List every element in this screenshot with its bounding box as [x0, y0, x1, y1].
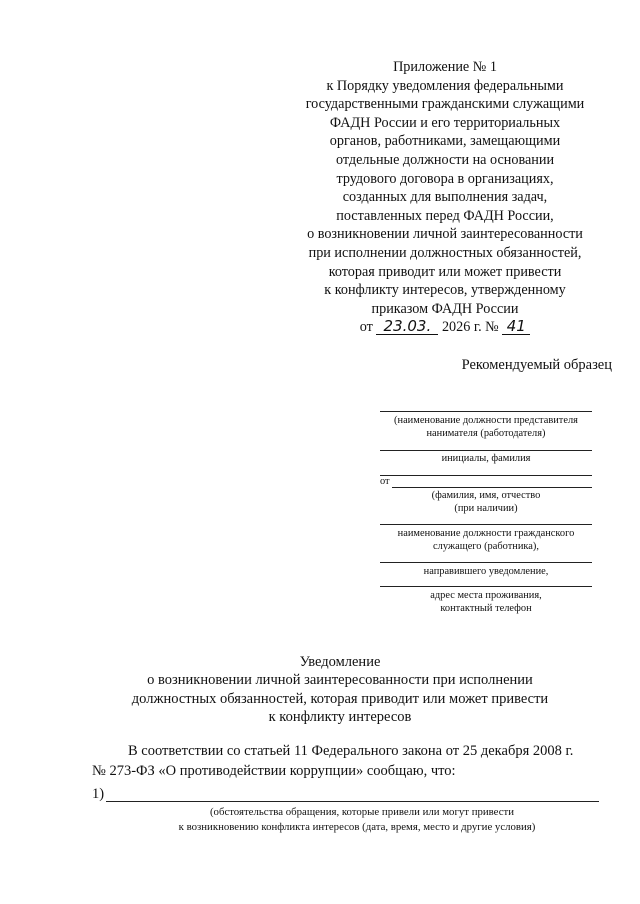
caption-employee-position: наименование должности гражданского служащего (работника),: [397, 528, 575, 552]
appendix-line: ФАДН России и его территориальных: [329, 114, 561, 131]
from-label: от: [380, 476, 390, 487]
caption-address: адрес места проживания, контактный телефон: [430, 590, 542, 614]
caption-employer-position: (наименование должности представителя нанимателя (работодателя): [394, 415, 578, 439]
caption-initials: инициалы, фамилия: [441, 453, 531, 464]
appendix-line: трудового договора в организациях,: [336, 170, 554, 187]
blank-line-address: [380, 586, 592, 587]
appendix-line: приказом ФАДН России: [371, 300, 519, 317]
blank-line-sender: [380, 562, 592, 563]
year-number-text: 2026 г. №: [441, 319, 499, 336]
notice-title: Уведомление: [299, 654, 381, 670]
recommended-sample-label: Рекомендуемый образец: [461, 357, 612, 373]
notice-subtitle-line: к конфликту интересов: [268, 709, 412, 726]
handwritten-date: 23.03.: [376, 319, 438, 335]
caption-full-name: (фамилия, имя, отчество (при наличии): [431, 490, 541, 514]
date-prefix: от: [359, 319, 373, 336]
appendix-line: Приложение № 1: [393, 59, 497, 75]
appendix-line: поставленных перед ФАДН России,: [336, 207, 554, 224]
blank-line-from-1: [380, 475, 592, 476]
caption-sender: направившего уведомление,: [423, 566, 549, 577]
appendix-line: органов, работниками, замещающими: [329, 133, 561, 150]
body-paragraph-line: В соответствии со статьей 11 Федерального закона от 25 декабря 2008 г.: [128, 743, 574, 759]
appendix-line: государственными гражданскими служащими: [305, 96, 585, 113]
blank-line-employee-position: [380, 524, 592, 525]
notice-title-block: [40, 653, 640, 727]
item-1-blank-line: [106, 801, 599, 802]
item-1-label: 1): [92, 786, 105, 802]
item-1-caption: (обстоятельства обращения, которые привели или могут привести к возникновению конфликта интересов (дата, время, место и другие условия): [178, 806, 536, 833]
blank-line-employer-position: [380, 411, 592, 412]
notice-subtitle-line: должностных обязанностей, которая приводит или может привести: [131, 690, 549, 707]
appendix-line: при исполнении должностных обязанностей,: [308, 244, 582, 261]
handwritten-order-number: 41: [502, 319, 530, 335]
appendix-line: отдельные должности на основании: [335, 151, 555, 168]
appendix-line: о возникновении личной заинтересованности: [307, 226, 583, 243]
appendix-line: которая приводит или может привести: [328, 263, 562, 280]
appendix-line: созданных для выполнения задач,: [342, 189, 548, 206]
order-date-line: [360, 319, 531, 335]
blank-line-from-2: [392, 487, 592, 488]
notice-subtitle-line: о возникновении личной заинтересованности при исполнении: [147, 672, 533, 689]
appendix-line: к Порядку уведомления федеральными: [326, 77, 564, 94]
body-paragraph-line: № 273-ФЗ «О противодействии коррупции» сообщаю, что:: [92, 763, 456, 779]
blank-line-initials: [380, 450, 592, 451]
appendix-header: [280, 58, 610, 337]
appendix-line: к конфликту интересов, утвержденному: [324, 282, 566, 299]
